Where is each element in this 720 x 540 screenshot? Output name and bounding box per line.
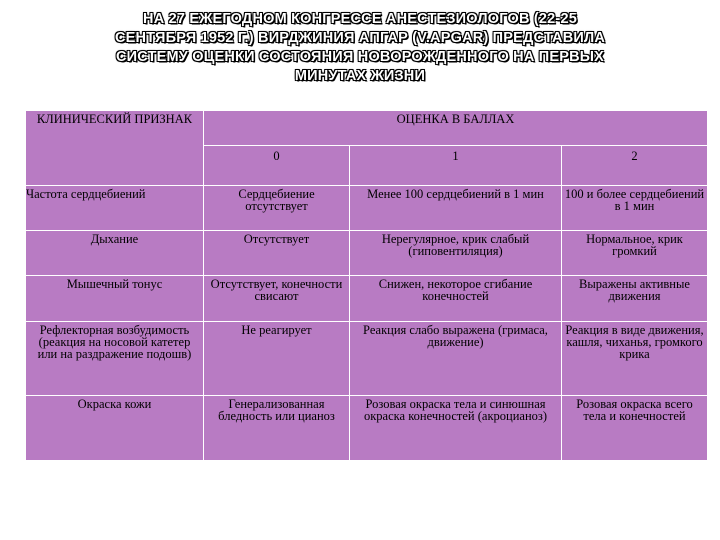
sign-muscle-tone: Мышечный тонус bbox=[26, 276, 204, 322]
table-row-muscle-tone bbox=[26, 276, 708, 322]
cell-reflex-2: Реакция в виде движения, кашля, чиханья, громкого крика bbox=[562, 322, 708, 396]
table-row-skin-color bbox=[26, 396, 708, 461]
score-2: 2 bbox=[562, 146, 708, 186]
sign-reflex: Рефлекторная возбудимость (реакция на носовой катетер или на раздражение подошв) bbox=[26, 322, 204, 396]
score-0: 0 bbox=[204, 146, 350, 186]
title-line-4: МИНУТАХ ЖИЗНИ bbox=[294, 68, 426, 84]
table-header-row bbox=[26, 111, 708, 146]
table-row-reflex bbox=[26, 322, 708, 396]
cell-breathing-1: Нерегулярное, крик слабый (гиповентиляция) bbox=[350, 231, 562, 276]
header-score: ОЦЕНКА В БАЛЛАХ bbox=[204, 111, 708, 146]
title-line-2: СЕНТЯБРЯ 1952 Г.) ВИРДЖИНИЯ АПГАР (V.APGAR) ПРЕДСТАВИЛА bbox=[114, 30, 606, 46]
cell-skin-color-0: Генерализованная бледность или цианоз bbox=[204, 396, 350, 461]
cell-breathing-0: Отсутствует bbox=[204, 231, 350, 276]
table-row-heart-rate bbox=[26, 186, 708, 231]
cell-skin-color-1: Розовая окраска тела и синюшная окраска конечностей (акроцианоз) bbox=[350, 396, 562, 461]
title-fade-overlay bbox=[630, 16, 720, 96]
cell-muscle-tone-1: Снижен, некоторое сгибание конечностей bbox=[350, 276, 562, 322]
sign-heart-rate: Частота сердцебиений bbox=[26, 186, 204, 231]
apgar-table bbox=[25, 110, 708, 461]
title-line-1: НА 27 ЕЖЕГОДНОМ КОНГРЕССЕ АНЕСТЕЗИОЛОГОВ (22-25 bbox=[143, 11, 577, 27]
cell-muscle-tone-0: Отсутствует, конечности свисают bbox=[204, 276, 350, 322]
sign-skin-color: Окраска кожи bbox=[26, 396, 204, 461]
sign-breathing: Дыхание bbox=[26, 231, 204, 276]
cell-reflex-0: Не реагирует bbox=[204, 322, 350, 396]
score-1: 1 bbox=[350, 146, 562, 186]
cell-heart-rate-0: Сердцебиение отсутствует bbox=[204, 186, 350, 231]
cell-breathing-2: Нормальное, крик громкий bbox=[562, 231, 708, 276]
slide-title bbox=[50, 10, 670, 86]
table-row-breathing bbox=[26, 231, 708, 276]
cell-reflex-1: Реакция слабо выражена (гримаса, движение) bbox=[350, 322, 562, 396]
header-clinical-sign: КЛИНИЧЕСКИЙ ПРИЗНАК bbox=[26, 111, 204, 186]
title-line-3: СИСТЕМУ ОЦЕНКИ СОСТОЯНИЯ НОВОРОЖДЕННОГО НА ПЕРВЫХ bbox=[115, 49, 605, 65]
cell-muscle-tone-2: Выражены активные движения bbox=[562, 276, 708, 322]
cell-heart-rate-2: 100 и более сердцебиений в 1 мин bbox=[562, 186, 708, 231]
cell-skin-color-2: Розовая окраска всего тела и конечностей bbox=[562, 396, 708, 461]
cell-heart-rate-1: Менее 100 сердцебиений в 1 мин bbox=[350, 186, 562, 231]
